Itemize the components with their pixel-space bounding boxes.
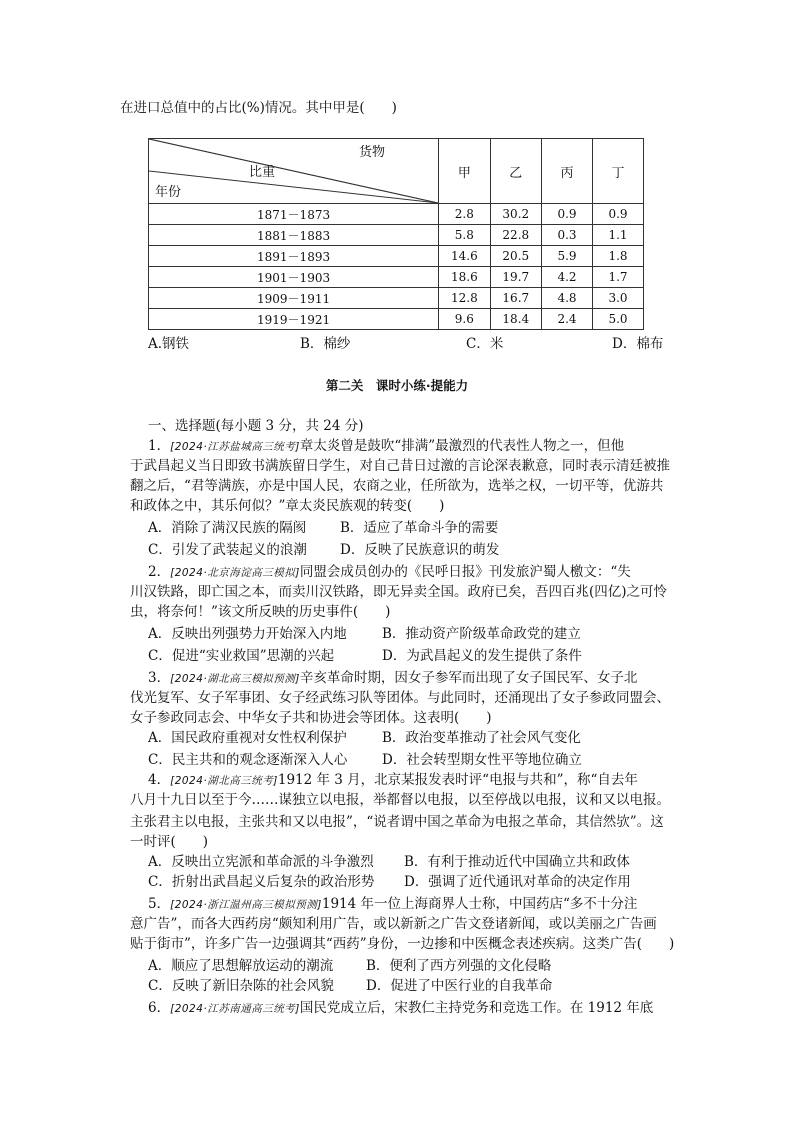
- value-cell: 30.2: [490, 204, 541, 225]
- q3-source: [2024·湖北高三模拟预测]: [170, 673, 300, 685]
- q2-option-c: C．促进“实业救国”思潮的兴起: [148, 648, 335, 664]
- q5-option-d: D．促进了中医行业的自我革命: [366, 978, 553, 994]
- q1-line: 翻之后，“君等满族，亦是中国人民，农商之业，任所欲为，选举之权，一切平等，优游共: [130, 478, 664, 494]
- q4-text: 1912 年 3 月，北京某报发表时评“电报与共和”，称“自去年: [277, 772, 638, 788]
- value-cell: 1.1: [592, 225, 643, 246]
- q2-first-line: [148, 562, 631, 583]
- q6-text: 国民党成立后，宋教仁主持党务和竞选工作。在 1912 年底: [299, 1000, 654, 1016]
- year-cell: 1919－1921: [149, 309, 439, 330]
- header-ratio: 比重: [249, 165, 276, 180]
- value-cell: 0.9: [592, 204, 643, 225]
- q1-source: [2024·江苏盐城高三统考]: [170, 441, 300, 453]
- table-row: [149, 288, 644, 309]
- value-cell: 16.7: [490, 288, 541, 309]
- q3-option-d: D．社会转型期女性平等地位确立: [382, 752, 582, 768]
- value-cell: 0.3: [542, 225, 593, 246]
- header-year: 年份: [155, 185, 182, 200]
- q5-line: 意广告”，而各大西药房“颇知利用广告，或以新新之广告文登诸新闻，或以美丽之广告画: [130, 916, 657, 932]
- q3-number: 3．: [148, 670, 171, 686]
- value-cell: 18.6: [439, 267, 490, 288]
- q1-text: 章太炎曾是鼓吹“排满”最激烈的代表性人物之一，但他: [299, 438, 625, 454]
- q1-number: 1．: [148, 438, 171, 454]
- value-cell: 5.8: [439, 225, 490, 246]
- table-row: [149, 225, 644, 246]
- q4-line: 八月十九日以至于今……谋独立以电报，举都督以电报，以至停战以电报，议和又以电报。: [130, 792, 670, 808]
- q4-option-c: C．折射出武昌起义后复杂的政治形势: [148, 874, 375, 890]
- col-header: 甲: [439, 139, 490, 204]
- year-cell: 1871－1873: [149, 204, 439, 225]
- q2-number: 2．: [148, 564, 171, 580]
- value-cell: 18.4: [490, 309, 541, 330]
- q3-first-line: [148, 668, 637, 689]
- q1-option-d: D．反映了民族意识的萌发: [340, 542, 500, 558]
- value-cell: 1.7: [592, 267, 643, 288]
- header-goods: 货物: [359, 145, 386, 160]
- value-cell: 4.8: [542, 288, 593, 309]
- value-cell: 0.9: [542, 204, 593, 225]
- value-cell: 12.8: [439, 288, 490, 309]
- value-cell: 20.5: [490, 246, 541, 267]
- q4-first-line: [148, 770, 638, 791]
- q5-option-a: A．顺应了思想解放运动的潮流: [148, 958, 334, 974]
- value-cell: 14.6: [439, 246, 490, 267]
- q3-line: 伐光复军、女子军事团、女子经武练习队等团体。与此同时，还涌现出了女子参政同盟会、: [130, 690, 670, 706]
- q4-line: 一时评( ): [130, 834, 209, 850]
- value-cell: 3.0: [592, 288, 643, 309]
- q3-line: 女子参政同志会、中华女子共和协进会等团体。这表明( ): [130, 710, 492, 726]
- q4-option-d: D．强调了近代通讯对革命的决定作用: [404, 874, 631, 890]
- q3-option-c: C．民主共和的观念逐渐深入人心: [148, 752, 348, 768]
- value-cell: 9.6: [439, 309, 490, 330]
- option-d: D．棉布: [612, 336, 664, 352]
- q2-option-a: A．反映出列强势力开始深入内地: [148, 626, 347, 642]
- table-row: [149, 246, 644, 267]
- q2-line: 川汉铁路，即亡国之本，而卖川汉铁路，即无异卖全国。政府已矣，吾四百兆(四亿)之可怜: [130, 584, 668, 600]
- q1-option-a: A．消除了满汉民族的隔阂: [148, 520, 307, 536]
- q6-number: 6．: [148, 1000, 171, 1016]
- q5-option-b: B．便利了西方列强的文化侵略: [366, 958, 552, 974]
- part-title: 一、选择题(每小题 3 分，共 24 分): [148, 418, 364, 434]
- q5-source: [2024·浙江温州高三模拟预测]: [170, 899, 322, 911]
- value-cell: 5.0: [592, 309, 643, 330]
- q1-line: 和政体之中，其乐何似？”章太炎民族观的转变( ): [130, 498, 445, 514]
- q1-first-line: [148, 436, 624, 457]
- diagonal-lines: [149, 139, 438, 203]
- q4-option-b: B．有利于推动近代中国确立共和政体: [404, 854, 630, 870]
- q4-line: 主张君主以电报，主张共和又以电报”，“说者谓中国之革命为电报之革命，其信然欤”。这: [130, 814, 664, 830]
- value-cell: 2.4: [542, 309, 593, 330]
- value-cell: 1.8: [592, 246, 643, 267]
- table-row: [149, 309, 644, 330]
- q1-option-c: C．引发了武装起义的浪潮: [148, 542, 307, 558]
- value-cell: 19.7: [490, 267, 541, 288]
- option-a: A.钢铁: [148, 336, 190, 352]
- q5-text: 1914 年一位上海商界人士称，中国药店“多不十分注: [321, 896, 638, 912]
- q6-first-line: [148, 998, 653, 1019]
- q5-option-c: C．反映了新旧杂陈的社会风貌: [148, 978, 334, 994]
- year-cell: 1901－1903: [149, 267, 439, 288]
- q6-source: [2024·江苏南通高三统考]: [170, 1003, 300, 1015]
- import-ratio-table: [148, 138, 644, 330]
- intro-line: 在进口总值中的占比(%)情况。其中甲是( ): [120, 100, 397, 116]
- col-header: 丙: [542, 139, 593, 204]
- year-cell: 1891－1893: [149, 246, 439, 267]
- table-row: [149, 267, 644, 288]
- table-corner-header: [149, 139, 439, 204]
- q3-option-a: A．国民政府重视对女性权利保护: [148, 730, 347, 746]
- q2-option-b: B．推动资产阶级革命政党的建立: [382, 626, 581, 642]
- value-cell: 22.8: [490, 225, 541, 246]
- q5-number: 5．: [148, 896, 171, 912]
- year-cell: 1909－1911: [149, 288, 439, 309]
- q2-line: 虫，将奈何！”该文所反映的历史事件( ): [130, 604, 391, 620]
- value-cell: 5.9: [542, 246, 593, 267]
- q2-text: 同盟会成员创办的《民呼日报》刊发旅沪蜀人檄文：“失: [299, 564, 631, 580]
- q3-text: 辛亥革命时期，因女子参军而出现了女子国民军、女子北: [299, 670, 638, 686]
- q4-option-a: A．反映出立宪派和革命派的斗争激烈: [148, 854, 374, 870]
- col-header: 乙: [490, 139, 541, 204]
- year-cell: 1881－1883: [149, 225, 439, 246]
- q1-option-b: B．适应了革命斗争的需要: [340, 520, 499, 536]
- value-cell: 2.8: [439, 204, 490, 225]
- q2-option-d: D．为武昌起义的发生提供了条件: [382, 648, 582, 664]
- q3-option-b: B．政治变革推动了社会风气变化: [382, 730, 581, 746]
- option-b: B．棉纱: [300, 336, 351, 352]
- table-row: [149, 204, 644, 225]
- q5-line: 贴于街市”，许多广告一边强调其“西药”身份，一边掺和中医概念表述疾病。这类广告( ): [130, 936, 675, 952]
- q2-source: [2024·北京海淀高三模拟]: [170, 567, 300, 579]
- q1-line: 于武昌起义当日即致书满族留日学生，对自己昔日过激的言论深表歉意，同时表示清廷被推: [130, 458, 670, 474]
- section-title: 第二关 课时小练·提能力: [325, 378, 469, 393]
- q5-first-line: [148, 894, 637, 915]
- q4-source: [2024·湖北高三统考]: [170, 775, 278, 787]
- value-cell: 4.2: [542, 267, 593, 288]
- option-c: C．米: [466, 336, 504, 352]
- q4-number: 4．: [148, 772, 171, 788]
- col-header: 丁: [592, 139, 643, 204]
